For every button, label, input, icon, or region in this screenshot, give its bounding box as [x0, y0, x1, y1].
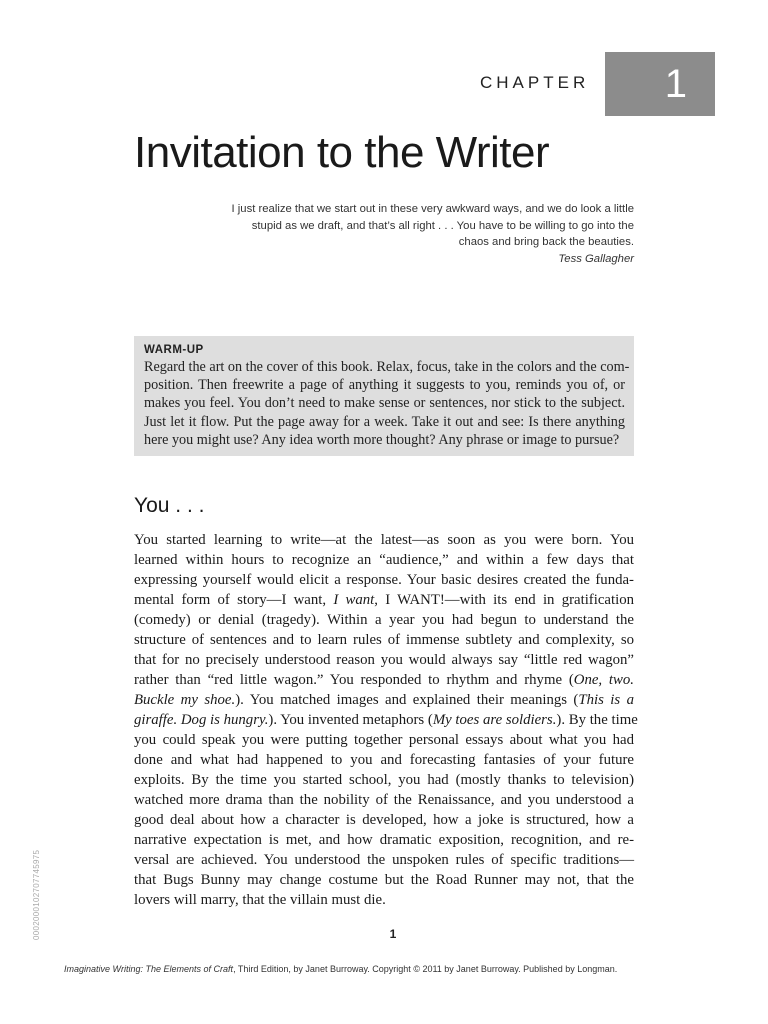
- body-line: that for no precisely understood reason you would always say “little red wagon”: [134, 652, 634, 668]
- body-line: done and what had happened to you and forecasting fantasies of your future: [134, 752, 634, 768]
- chapter-title: Invitation to the Writer: [134, 128, 550, 177]
- body-line: exploits. By the time you started school, you had (mostly thanks to television): [134, 772, 634, 788]
- side-document-id: 0002000102707745975: [32, 849, 41, 940]
- body-text-run: , I WANT!—with its end in gratification: [374, 592, 634, 608]
- epigraph-line: stupid as we draft, and that’s all right . . . You have to be willing to go into the: [251, 219, 634, 232]
- epigraph-line: I just realize that we start out in these very awkward ways, and we do look a little: [231, 203, 634, 215]
- footer-book-title: Imaginative Writing: The Elements of Craft: [64, 964, 234, 974]
- body-line: you could speak you were putting together personal essays about what you had: [134, 732, 634, 748]
- warmup-line: makes you feel. You don’t need to make sense or sentences, nor stick to the subject.: [144, 395, 625, 412]
- chapter-number: 1: [664, 61, 687, 106]
- body-text-run: mental form of story—I want,: [134, 592, 334, 608]
- body-line: [134, 690, 634, 710]
- body-emphasis: My toes are soldiers.: [432, 712, 557, 728]
- body-text-run: ). You matched images and explained their meanings (: [235, 692, 579, 708]
- section-heading: You . . .: [134, 494, 205, 517]
- body-line: versal are achieved. You understood the unspoken rules of specific traditions—: [134, 852, 634, 868]
- epigraph-line: chaos and bring back the beauties.: [458, 236, 634, 248]
- body-text-run: ). You invented metaphors (: [268, 712, 433, 728]
- warmup-line: Just let it flow. Put the page away for a week. Take it out and see: Is there anything: [144, 413, 625, 430]
- warmup-box: [134, 336, 634, 456]
- body-text-run: ). By the time: [556, 712, 638, 728]
- warmup-heading: WARM-UP: [144, 344, 204, 356]
- body-text-run: rather than “red little wagon.” You responded to rhythm and rhyme (: [134, 672, 574, 688]
- warmup-line: Regard the art on the cover of this book. Relax, focus, take in the colors and the com-: [144, 359, 630, 375]
- chapter-label: CHAPTER: [480, 73, 590, 92]
- body-line: (comedy) or denial (tragedy). Within a year you had begun to understand the: [134, 612, 634, 628]
- epigraph-author: Tess Gallagher: [558, 252, 634, 265]
- epigraph: [200, 201, 634, 267]
- body-line: lovers will marry, that the villain must die.: [134, 892, 386, 908]
- footer-citation: [64, 964, 704, 974]
- body-emphasis: I want: [333, 592, 375, 608]
- body-line: [134, 710, 638, 730]
- warmup-line: here you might use? Any idea worth more thought? Any phrase or image to pursue?: [144, 431, 620, 448]
- chapter-number-box: [605, 52, 715, 116]
- body-paragraph: [134, 530, 638, 910]
- footer-copyright: , Third Edition, by Janet Burroway. Copyright © 2011 by Janet Burroway. Published by Longman.: [233, 964, 618, 974]
- body-line: good deal about how a character is developed, how a joke is structured, how a: [134, 812, 634, 828]
- body-line: narrative expectation is met, and how dramatic exposition, recognition, and re-: [134, 832, 634, 848]
- body-line: learned within hours to recognize an “audience,” and within a few days that: [134, 552, 634, 568]
- body-line: [134, 670, 634, 690]
- body-line: You started learning to write—at the latest—as soon as you were born. You: [134, 532, 634, 548]
- warmup-line: position. Then freewrite a page of anything it suggests to you, reminds you of, or: [144, 377, 625, 394]
- body-emphasis: giraffe. Dog is hungry.: [134, 712, 269, 728]
- body-line: [134, 590, 634, 610]
- body-line: structure of sentences and to learn rules of immense subtlety and complexity, so: [134, 632, 634, 648]
- warmup-body: [144, 358, 630, 449]
- page-number: 1: [389, 927, 397, 941]
- body-emphasis: One, two.: [573, 672, 635, 688]
- body-line: watched more drama than the nobility of the Renaissance, and you understood a: [134, 792, 634, 808]
- body-line: that Bugs Bunny may change costume but the Road Runner may not, that the: [134, 872, 634, 888]
- body-emphasis: This is a: [578, 692, 634, 708]
- body-line: expressing yourself would elicit a response. Your basic desires created the funda-: [134, 572, 634, 588]
- body-emphasis: Buckle my shoe.: [134, 692, 236, 708]
